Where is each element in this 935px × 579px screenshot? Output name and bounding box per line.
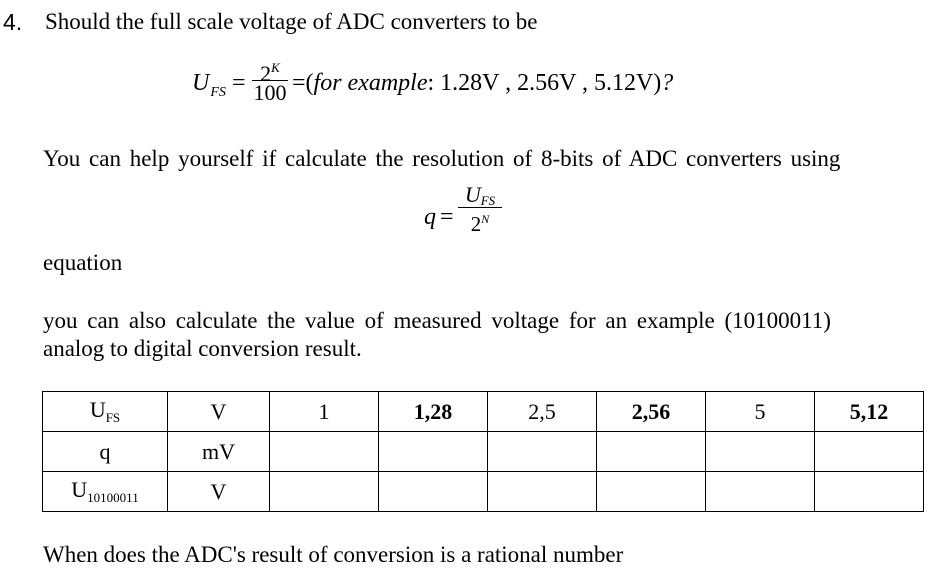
table-cell-empty[interactable] <box>379 432 488 472</box>
question-text: Should the full scale voltage of ADC converters to be <box>45 9 538 34</box>
formula1-equals: = <box>232 70 246 96</box>
table-cell: 2,56 <box>597 392 706 432</box>
formula2-numerator <box>455 183 505 207</box>
formula1-fraction <box>250 56 290 105</box>
row-label-ufs-sub: FS <box>105 410 121 425</box>
table-cell-empty[interactable] <box>488 472 597 512</box>
question-number: 4. <box>3 9 23 35</box>
formula2-fraction <box>455 183 505 235</box>
table-cell: 1 <box>270 392 379 432</box>
formula1-lhs <box>192 70 226 101</box>
table-cell-empty[interactable] <box>488 432 597 472</box>
table-cell: 5,12 <box>815 392 924 432</box>
table-cell-empty[interactable] <box>270 432 379 472</box>
table-cell-empty[interactable] <box>706 472 815 512</box>
footer-question: When does the ADC's result of conversion is a rational number <box>43 542 624 567</box>
table-cell-empty[interactable] <box>815 432 924 472</box>
formula1-numerator-exp: K <box>271 60 280 75</box>
formula1-rest-eq: =( <box>292 70 314 96</box>
row-unit-u10100011: V <box>168 472 270 512</box>
row-label-ufs <box>43 392 168 432</box>
row-label-u-sub: 10100011 <box>87 490 139 505</box>
formula1-lhs-subscript: FS <box>210 85 226 100</box>
formula1-examples <box>292 70 673 97</box>
table-cell-empty[interactable] <box>597 432 706 472</box>
formula2-lhs: q <box>424 204 436 230</box>
formula1-rest-italic: for example <box>313 70 428 96</box>
formula2-num-subscript: FS <box>480 193 496 208</box>
table-row-u10100011 <box>43 472 924 512</box>
paragraph-measured-line1: you can also calculate the value of measured voltage for an example (10100011) <box>43 308 831 333</box>
table-cell-empty[interactable] <box>379 472 488 512</box>
row-label-u-main: U <box>71 477 88 502</box>
table-cell: 1,28 <box>379 392 488 432</box>
row-label-q: q <box>43 432 168 472</box>
formula1-lhs-symbol: U <box>192 70 210 96</box>
formula2-num-symbol: U <box>464 182 481 207</box>
table-cell-empty[interactable] <box>706 432 815 472</box>
row-label-ufs-main: U <box>89 397 106 422</box>
equation-word: equation <box>43 250 123 275</box>
table-row-q <box>43 432 924 472</box>
table-cell-empty[interactable] <box>597 472 706 512</box>
formula1-denominator: 100 <box>253 80 287 105</box>
formula2-den-base: 2 <box>470 212 482 236</box>
formula2-denominator <box>455 208 505 235</box>
paragraph-resolution: You can help yourself if calculate the resolution of 8-bits of ADC converters using <box>43 146 841 171</box>
formula2-den-exp: N <box>481 212 490 226</box>
formula2-equals: = <box>440 204 454 230</box>
row-unit-q: mV <box>168 432 270 472</box>
paragraph-measured-line2: analog to digital conversion result. <box>43 336 362 361</box>
table-cell-empty[interactable] <box>270 472 379 512</box>
table-cell: 5 <box>706 392 815 432</box>
formula1-numerator <box>250 56 290 86</box>
formula1-numerator-base: 2 <box>260 61 272 86</box>
results-table <box>42 391 924 512</box>
row-label-u10100011 <box>43 472 168 512</box>
table-cell-empty[interactable] <box>815 472 924 512</box>
table-cell: 2,5 <box>488 392 597 432</box>
formula1-rest-question: ? <box>661 70 674 96</box>
table-row-ufs <box>43 392 924 432</box>
row-unit-ufs: V <box>168 392 270 432</box>
formula1-rest-text: : 1.28V , 2.56V , 5.12V) <box>427 70 662 96</box>
